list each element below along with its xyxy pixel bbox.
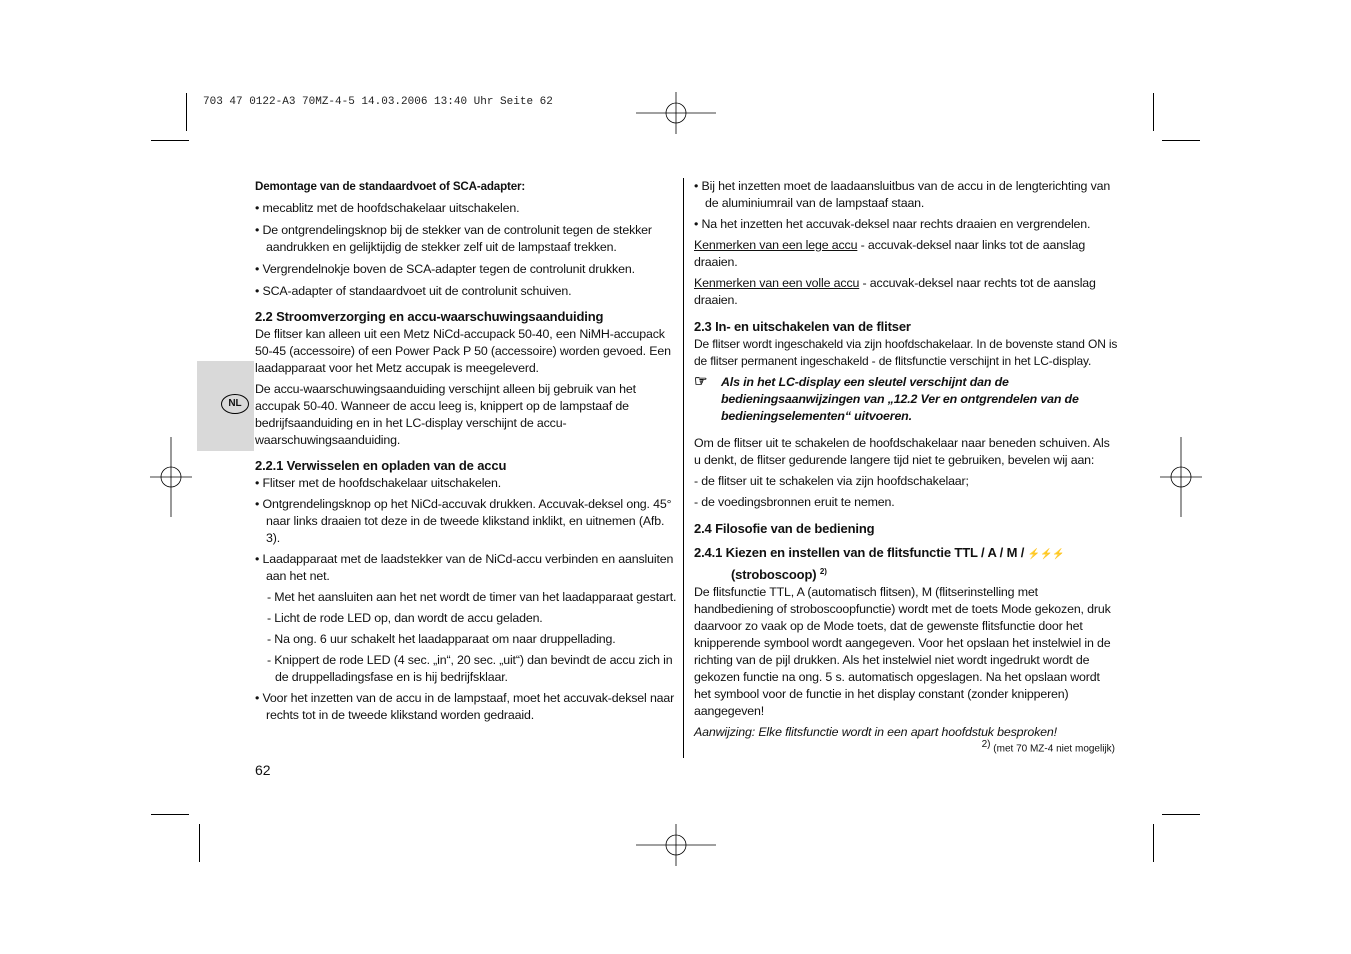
list-item: - Knippert de rode LED (4 sec. „in“, 20 sec. „uit“) dan bevindt de accu zich in de druppelladingsfase en is hij bedrijfsklaar.	[267, 653, 673, 684]
page-number: 62	[255, 762, 271, 778]
list-item: - de voedingsbronnen eruit te nemen.	[694, 495, 895, 509]
footnote	[982, 739, 1115, 754]
text: - accuvak-deksel naar rechts tot de aanslag draaien.	[694, 276, 1096, 307]
right-column	[694, 178, 1118, 741]
list-item: • Vergrendelnokje boven de SCA-adapter tegen de controlunit drukken.	[255, 262, 635, 276]
paragraph-lege-accu	[694, 237, 1118, 271]
list-item: • Flitser met de hoofdschakelaar uitschakelen.	[255, 476, 502, 490]
paragraph: Om de flitser uit te schakelen de hoofdschakelaar naar beneden schuiven. Als u denkt, de flitser gedurende langere tijd niet te gebruiken, bevelen wij aan:	[694, 436, 1110, 467]
underlined-term: Kenmerken van een lege accu	[694, 238, 858, 252]
crop-mark	[186, 93, 187, 131]
list-item: - de flitser uit te schakelen via zijn hoofdschakelaar;	[694, 474, 969, 488]
list-item: • Na het inzetten het accuvak-deksel naar rechts draaien en vergrendelen.	[694, 217, 1091, 231]
list-item: - Licht de rode LED op, dan wordt de accu geladen.	[267, 611, 543, 625]
list-item: - Met het aansluiten aan het net wordt de timer van het laadapparaat gestart.	[267, 590, 677, 604]
list-item: • Laadapparaat met de laadstekker van de NiCd-accu verbinden en aansluiten aan het net.	[255, 552, 674, 583]
heading-2-4-1	[694, 544, 1118, 583]
crop-mark	[1153, 93, 1154, 131]
list-item: • SCA-adapter of standaardvoet uit de controlunit schuiven.	[255, 284, 572, 298]
left-column	[255, 178, 679, 724]
remark: Aanwijzing: Elke flitsfunctie wordt in een apart hoofdstuk besproken!	[694, 725, 1057, 740]
language-badge: NL	[221, 394, 249, 414]
heading-2-2: 2.2 Stroomverzorging en accu-waarschuwingsaanduiding	[255, 309, 604, 324]
crop-mark	[1162, 814, 1200, 815]
paragraph-volle-accu	[694, 275, 1118, 309]
pointing-hand-icon: ☞	[694, 373, 708, 390]
list-item: • mecablitz met de hoofdschakelaar uitschakelen.	[255, 201, 520, 215]
registration-mark-icon	[636, 824, 716, 866]
crop-mark	[1153, 824, 1154, 862]
heading-text: (stroboscoop)	[731, 567, 817, 583]
underlined-term: Kenmerken van een volle accu	[694, 276, 860, 290]
paragraph: De flitser kan alleen uit een Metz NiCd-accupack 50-40, een NiMH-accupack 50-45 (accessoire) of een Power Pack P 50 (accessoire) worden gevoed. Een laadapparaat voor het Metz accupak is meegeleverd.	[255, 327, 671, 375]
registration-mark-icon	[636, 92, 716, 134]
registration-mark-icon	[1160, 437, 1202, 517]
list-item: • Ontgrendelingsknop op het NiCd-accuvak drukken. Accuvak-deksel ong. 45° naar links draaien tot deze in de tweede klikstand inklikt, en uitnemen (Afb. 3).	[255, 497, 672, 545]
footnote-ref: 2)	[819, 567, 827, 576]
crop-mark	[1162, 140, 1200, 141]
heading-demontage: Demontage van de standaardvoet of SCA-adapter:	[255, 180, 526, 193]
list-item: • Bij het inzetten moet de laadaansluitbus van de accu in de lengterichting van de aluminiumrail van de lampstaaf staan.	[694, 179, 1111, 210]
column-divider	[683, 178, 684, 758]
paragraph: De flitser wordt ingeschakeld via zijn hoofdschakelaar. In de bovenste stand ON is de flitser permanent ingeschakeld - de flitsfunctie verschijnt in het LC-display.	[694, 337, 1118, 368]
strobe-icon: ⚡⚡⚡	[1027, 549, 1065, 560]
note	[694, 374, 1118, 425]
paragraph: De flitsfunctie TTL, A (automatisch flitsen), M (flitserinstelling met handbediening of stroboscoopfunctie) wordt met de toets Mode gekozen, druk daarvoor zo vaak op de Mode toets, dat de gewenste flitsfunctie door het knipperende symbool wordt aangegeven. Voor het opslaan het instelwiel in de richting van de pijl drukken. Als het instelwiel niet wordt ingedrukt wordt de gekozen functie na ong. 5 s. automatisch opgeslagen. Na het opslaan wordt het symbool voor de functie in het display constant (zonder knipperen) aangegeven!	[694, 585, 1111, 719]
heading-text: 2.4.1 Kiezen en instellen van de flitsfunctie TTL / A / M /	[694, 545, 1028, 560]
list-item: - Na ong. 6 uur schakelt het laadapparaat om naar druppellading.	[267, 632, 616, 646]
registration-mark-icon	[150, 437, 192, 517]
heading-2-2-1: 2.2.1 Verwisselen en opladen van de accu	[255, 458, 507, 473]
list-item: • De ontgrendelingsknop bij de stekker van de controlunit tegen de stekker aandrukken en gelijktijdig de stekker zelf uit de lampstaaf trekken.	[255, 223, 652, 254]
list-item: • Voor het inzetten van de accu in de lampstaaf, moet het accuvak-deksel naar rechts tot in de tweede klikstand worden gedraaid.	[255, 691, 675, 722]
language-tab	[197, 361, 254, 451]
footnote-number: 2)	[981, 739, 991, 750]
text: - accuvak-deksel naar links tot de aanslag draaien.	[694, 238, 1086, 269]
footnote-text: (met 70 MZ-4 niet mogelijk)	[990, 743, 1115, 755]
print-header: 703 47 0122-A3 70MZ-4-5 14.03.2006 13:40 Uhr Seite 62	[203, 96, 553, 108]
crop-mark	[199, 824, 200, 862]
crop-mark	[151, 814, 189, 815]
heading-2-3: 2.3 In- en uitschakelen van de flitser	[694, 319, 911, 334]
paragraph: De accu-waarschuwingsaanduiding verschijnt alleen bij gebruik van het accupak 50-40. Wanneer de accu leeg is, knippert op de lampstaaf de bedrijfsaanduiding en in het LC-display verschijnt de accu-waarschuwingsaanduiding.	[255, 382, 636, 447]
heading-2-4: 2.4 Filosofie van de bediening	[694, 521, 875, 536]
note-text: Als in het LC-display een sleutel verschijnt dan de bedieningsaanwijzingen van „12.2 Ver en ontgrendelen van de bedieningselementen“ uitvoeren.	[721, 375, 1079, 423]
crop-mark	[151, 140, 189, 141]
